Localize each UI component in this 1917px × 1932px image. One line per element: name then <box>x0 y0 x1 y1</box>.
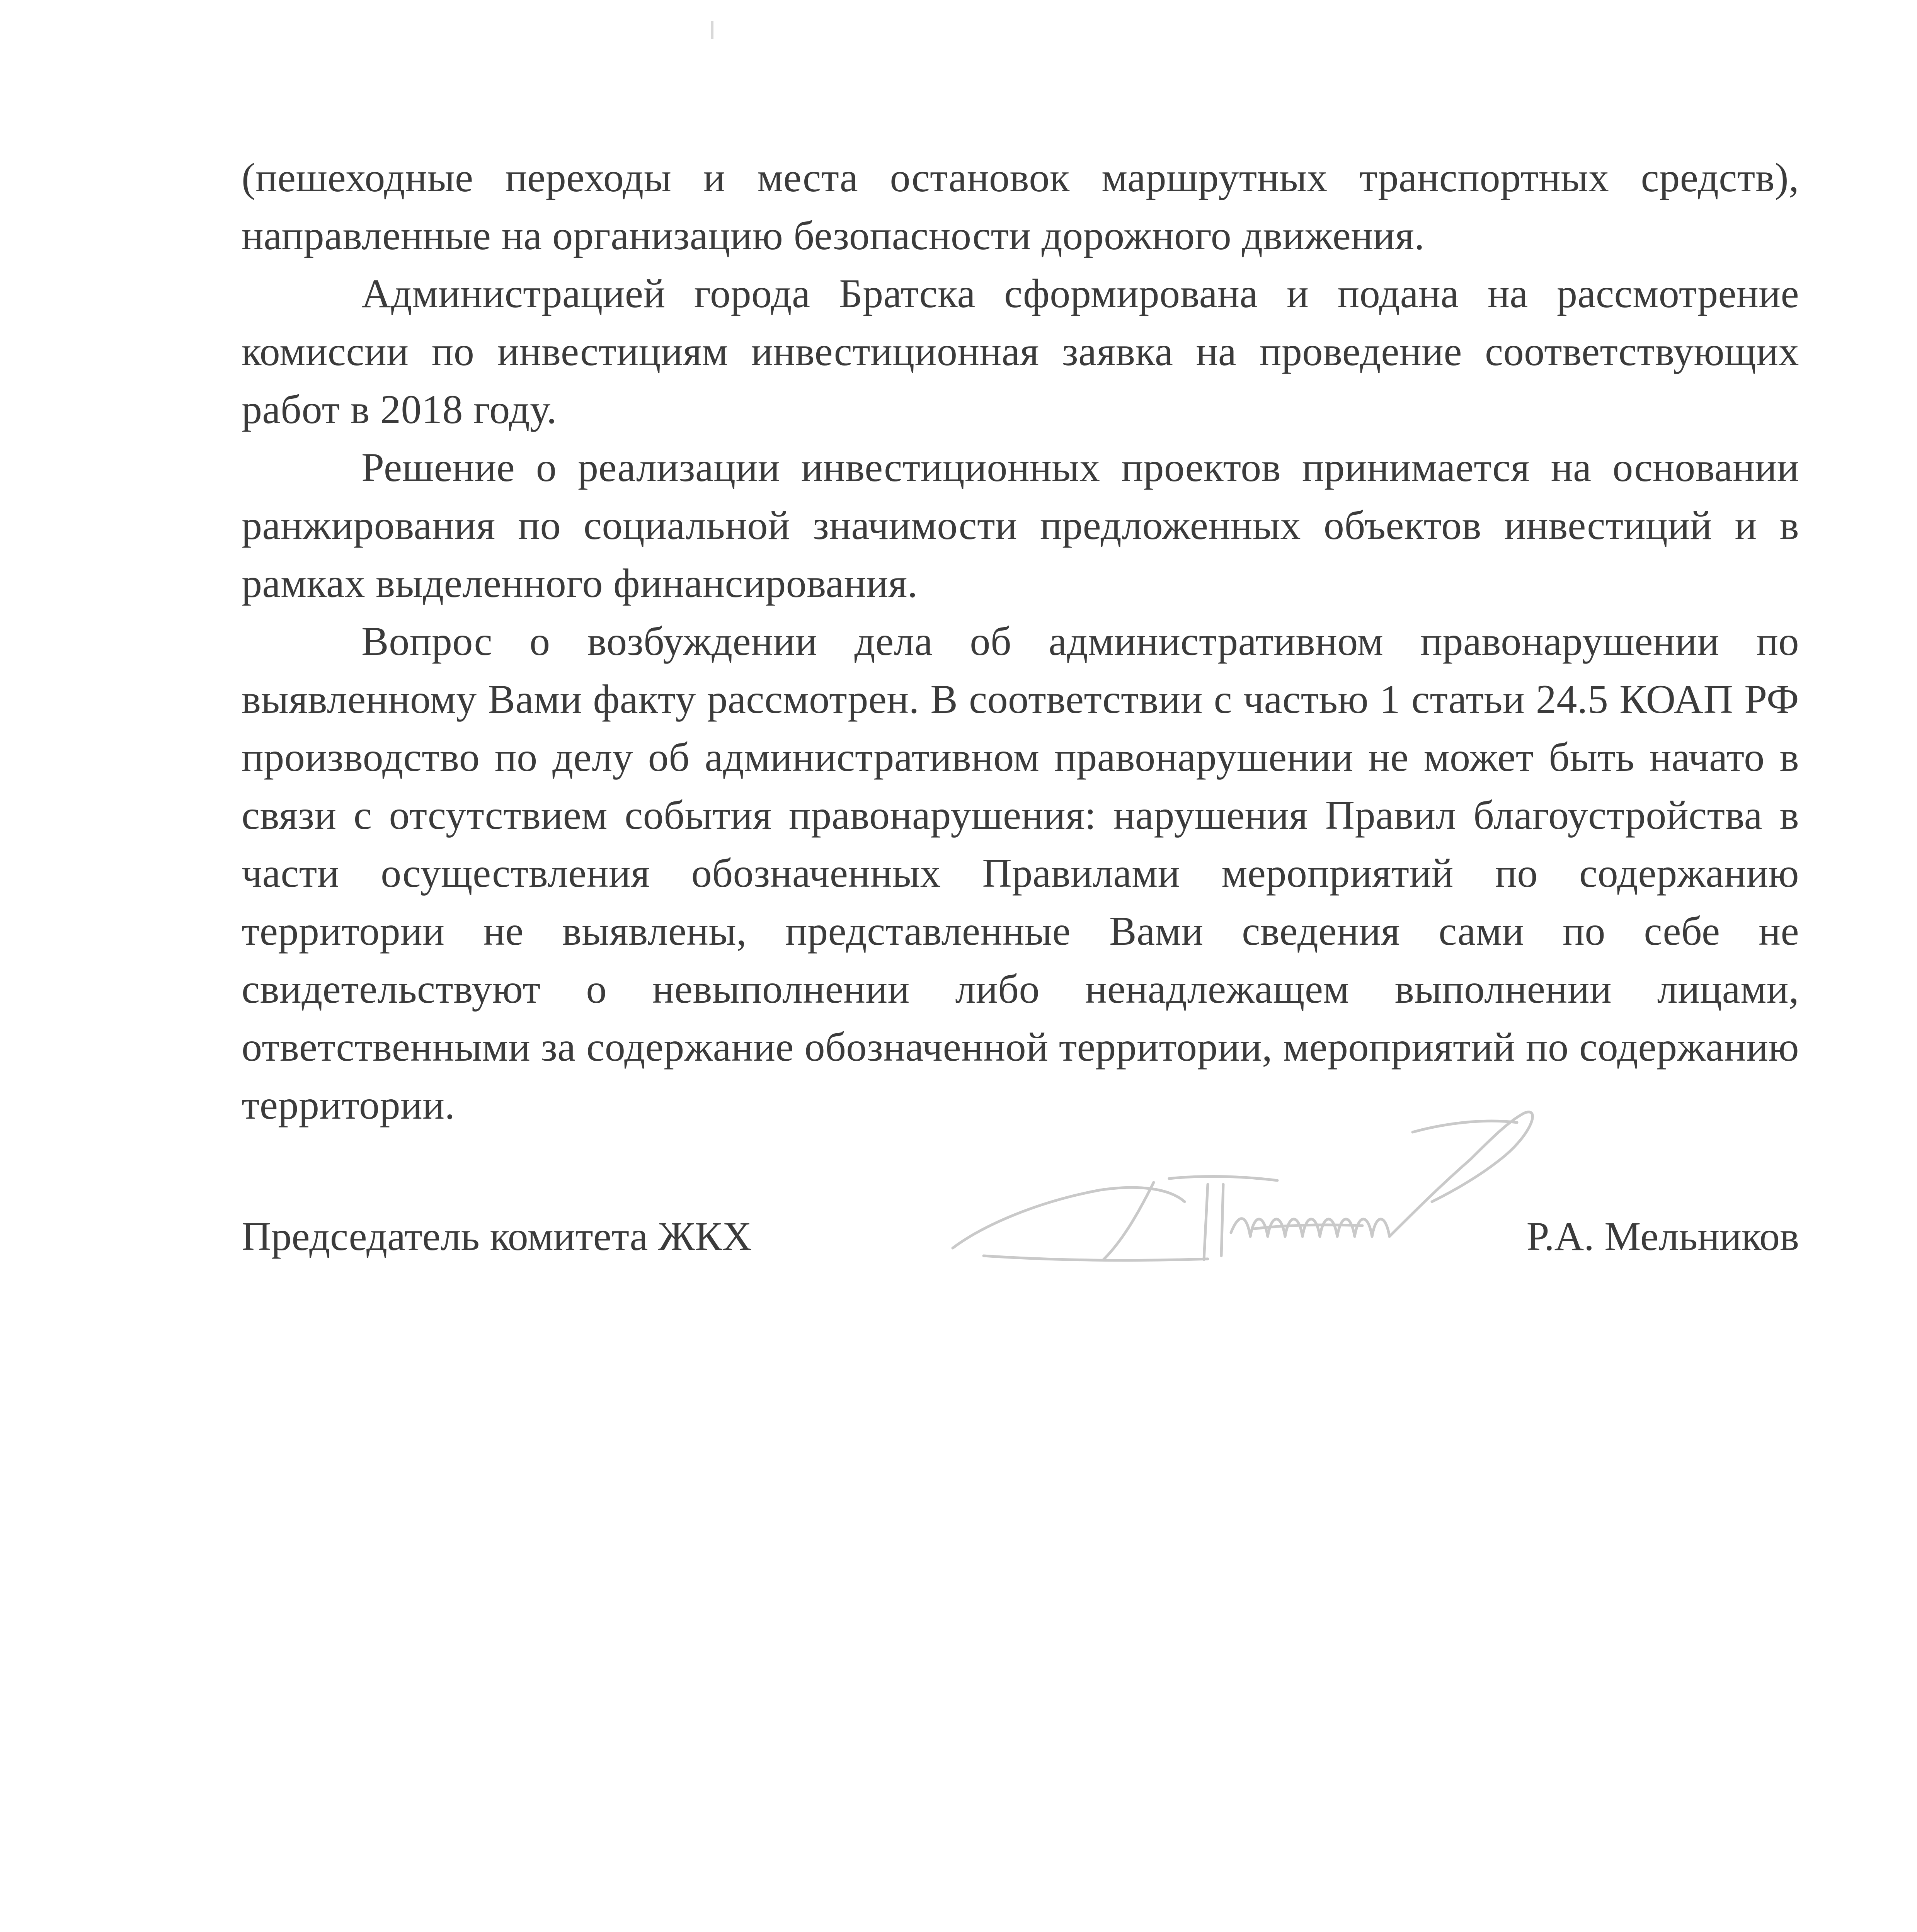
signer-position: Председатель комитета ЖКХ <box>242 1214 752 1259</box>
paragraph-2: Администрацией города Братска сформирована и подана на рассмотрение комиссии по инвестициям инвестиционная заявка на проведение соответствующих работ в 2018 году. <box>242 271 1799 432</box>
paragraph-4: Вопрос о возбуждении дела об административном правонарушении по выявленному Вами факту рассмотрен. В соответствии с частью 1 статьи 24.5 КОАП РФ производство по делу об административном правонарушении не может быть начато в связи с отсутствием события правонарушения: нарушения Правил благоустройства в части осуществления обозначенных Правилами мероприятий по содержанию территории не выявлены, представленные Вами сведения сами по себе не свидетельствуют о невыполнении либо ненадлежащем выполнении лицами, ответственными за содержание обозначенной территории, мероприятий по содержанию территории. <box>242 619 1799 1128</box>
handwritten-signature-icon <box>937 1086 1575 1271</box>
paragraph-1: (пешеходные переходы и места остановок маршрутных транспортных средств), направленные на организацию безопасности дорожного движения. <box>242 155 1799 258</box>
signer-name: Р.А. Мельников <box>1526 1214 1799 1259</box>
paragraph-3: Решение о реализации инвестиционных проектов принимается на основании ранжирования по социальной значимости предложенных объектов инвестиций и в рамках выделенного финансирования. <box>242 445 1799 606</box>
scan-artifact <box>711 21 713 39</box>
signature-block <box>242 1190 1799 1275</box>
letter-body <box>242 149 1799 1134</box>
